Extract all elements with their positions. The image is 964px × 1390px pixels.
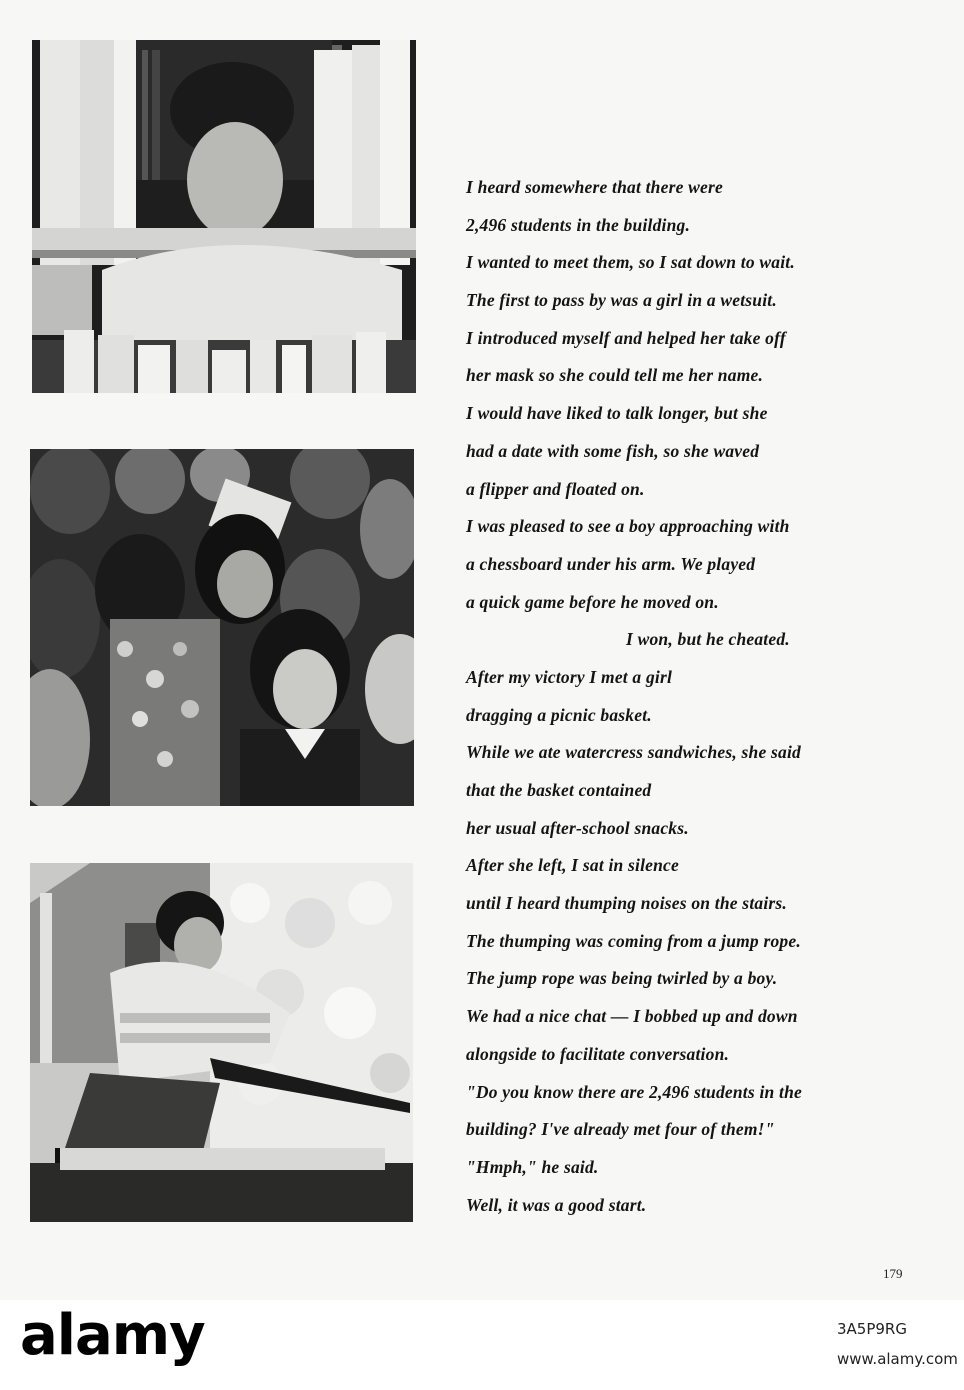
poem-line: I heard somewhere that there were: [466, 177, 723, 197]
photo-boy-behind-bookshelf: [32, 40, 416, 393]
image-id-label: 3A5P9RG: [837, 1320, 907, 1338]
bookshelf-photo-image: [32, 40, 416, 393]
poem-line: had a date with some fish, so she waved: [466, 440, 760, 461]
poem-line: While we ate watercress sandwiches, she said: [466, 742, 801, 763]
sawing-photo-image: [30, 863, 413, 1222]
poem-line: The jump rope was being twirled by a boy.: [466, 968, 778, 989]
poem-line: The thumping was coming from a jump rope.: [466, 930, 801, 951]
poem-line: "Hmph," he said.: [466, 1156, 599, 1177]
poem-line: I was pleased to see a boy approaching with: [466, 516, 790, 537]
poem-line: Well, it was a good start.: [466, 1194, 647, 1215]
poem-text: [466, 172, 946, 1227]
poem-line: I won, but he cheated.: [626, 629, 790, 650]
poem-line: alongside to facilitate conversation.: [466, 1043, 730, 1064]
poem-line: After my victory I met a girl: [466, 666, 673, 687]
poem-line: that the basket contained: [466, 780, 652, 800]
poem-line: "Do you know there are 2,496 students in the: [466, 1081, 802, 1102]
poem-line: a quick game before he moved on.: [466, 591, 719, 612]
page-number: 179: [883, 1266, 903, 1281]
poem-line: We had a nice chat — I bobbed up and down: [466, 1006, 798, 1027]
poem-line: a chessboard under his arm. We played: [466, 553, 756, 574]
poem-line: The first to pass by was a girl in a wetsuit.: [466, 290, 777, 311]
poem-line: I introduced myself and helped her take off: [466, 327, 786, 348]
crowd-photo-image: [30, 449, 414, 806]
poem-line: her mask so she could tell me her name.: [466, 365, 764, 386]
site-url-label: www.alamy.com: [837, 1350, 958, 1368]
poem-line: I wanted to meet them, so I sat down to wait.: [466, 252, 795, 273]
poem-line: dragging a picnic basket.: [466, 704, 652, 725]
photo-students-in-crowd: [30, 449, 414, 806]
poem-line: her usual after-school snacks.: [466, 817, 689, 838]
alamy-logo: alamy: [20, 1303, 205, 1368]
photo-student-sawing: [30, 863, 413, 1222]
poem-line: until I heard thumping noises on the stairs.: [466, 893, 787, 914]
poem-line: a flipper and floated on.: [466, 478, 645, 499]
poem-line: building? I've already met four of them!": [466, 1119, 775, 1140]
poem-line: After she left, I sat in silence: [466, 855, 679, 876]
poem-line: 2,496 students in the building.: [466, 214, 691, 235]
poem-line: I would have liked to talk longer, but she: [466, 403, 768, 424]
